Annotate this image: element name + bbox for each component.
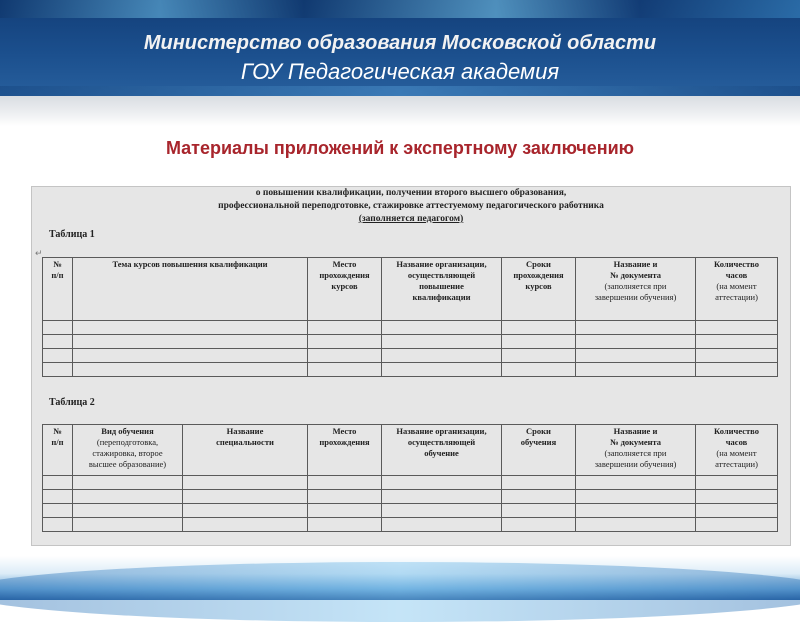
table1-col-title: № п/п [51, 259, 64, 280]
table2-col-title: Сроки обучения [520, 426, 557, 447]
table-cell [73, 518, 183, 532]
table1-col-note: (заполняется при завершении обучения) [594, 281, 677, 302]
table2-col-header [382, 425, 502, 476]
table-cell [73, 490, 183, 504]
table-cell [502, 349, 576, 363]
table2-col-header [308, 425, 382, 476]
table-cell [73, 321, 308, 335]
table1-col-title: Название и № документа [609, 259, 662, 280]
table2-col-header [73, 425, 183, 476]
table-row [43, 504, 778, 518]
table-cell [73, 335, 308, 349]
table-cell [696, 504, 778, 518]
table-cell [308, 476, 382, 490]
table2-col-header [183, 425, 308, 476]
table-cell [183, 490, 308, 504]
table-cell [308, 349, 382, 363]
table1-col-header [382, 258, 502, 321]
table2-header-row [43, 425, 778, 476]
document-scan [31, 186, 791, 546]
table-cell [43, 335, 73, 349]
table-cell [576, 518, 696, 532]
table-cell [696, 490, 778, 504]
ministry-title: Министерство образования Московской области [143, 32, 657, 54]
table-cell [576, 349, 696, 363]
table-cell [502, 504, 576, 518]
table-cell [696, 321, 778, 335]
table1-col-title: Тема курсов повышения квалификации [112, 259, 268, 269]
table1-col-title: Название организации, осуществляющей повышение квалификации [396, 259, 487, 302]
table-cell [502, 363, 576, 377]
table2-col-title: Вид обучения [101, 426, 154, 436]
table-cell [43, 476, 73, 490]
table-cell [382, 490, 502, 504]
table2-col-title: № п/п [51, 426, 64, 447]
table2 [42, 424, 778, 532]
table2-col-title: Место прохождения [319, 426, 370, 447]
table-cell [308, 518, 382, 532]
table-cell [576, 363, 696, 377]
table-cell [382, 504, 502, 518]
table-cell [576, 335, 696, 349]
table2-col-title: Количество часов [714, 426, 759, 447]
table-cell [382, 321, 502, 335]
table-cell [696, 363, 778, 377]
table1-label: Таблица 1 [49, 229, 95, 240]
table-row [43, 363, 778, 377]
table-cell [382, 363, 502, 377]
doc-heading-line1: о повышении квалификации, получении второго высшего образования, [255, 188, 567, 198]
table1-col-title: Место прохождения курсов [319, 259, 370, 291]
table-cell [382, 476, 502, 490]
table1-col-header [73, 258, 308, 321]
table-cell [73, 349, 308, 363]
table-cell [308, 335, 382, 349]
table-row [43, 349, 778, 363]
table-cell [43, 518, 73, 532]
doc-heading-line3: (заполняется педагогом) [358, 214, 464, 224]
table2-col-note: (переподготовка, стажировка, второе высшее образование) [88, 437, 167, 469]
table-cell [43, 363, 73, 377]
table-cell [183, 518, 308, 532]
table-cell [576, 504, 696, 518]
table-row [43, 335, 778, 349]
table-cell [576, 321, 696, 335]
slide-subtitle: Материалы приложений к экспертному заключению [165, 138, 635, 158]
table-row [43, 490, 778, 504]
table-cell [43, 490, 73, 504]
table-cell [73, 504, 183, 518]
paragraph-mark: ↵ [35, 248, 43, 258]
table2-col-header [576, 425, 696, 476]
table1-header-row [43, 258, 778, 321]
table2-label: Таблица 2 [49, 397, 95, 408]
table-cell [502, 476, 576, 490]
table1-col-header [308, 258, 382, 321]
table2-col-header [502, 425, 576, 476]
table2-col-note: (заполняется при завершении обучения) [594, 448, 677, 469]
table2-col-title: Название специальности [216, 426, 274, 447]
doc-heading-line2: профессиональной переподготовке, стажировке аттестуемому педагогического работника [218, 201, 604, 211]
table-cell [382, 349, 502, 363]
table1-col-note: (на момент аттестации) [715, 281, 758, 302]
table1-col-header [502, 258, 576, 321]
table-cell [502, 321, 576, 335]
table-cell [576, 476, 696, 490]
table-cell [696, 476, 778, 490]
table-cell [382, 518, 502, 532]
table2-col-note: (на момент аттестации) [715, 448, 758, 469]
table1-col-header [576, 258, 696, 321]
table-cell [183, 504, 308, 518]
table-cell [73, 363, 308, 377]
table-cell [576, 490, 696, 504]
table-cell [43, 321, 73, 335]
footer-decoration [0, 556, 800, 600]
table-cell [502, 518, 576, 532]
table-cell [308, 504, 382, 518]
table-row [43, 476, 778, 490]
table2-col-title: Название и № документа [609, 426, 662, 447]
table-cell [73, 476, 183, 490]
table-cell [502, 335, 576, 349]
table-cell [308, 363, 382, 377]
table-cell [183, 476, 308, 490]
doc-heading-line3-wrap [32, 213, 790, 225]
table-cell [308, 490, 382, 504]
table-cell [696, 518, 778, 532]
table-cell [696, 335, 778, 349]
slide-header [0, 0, 800, 96]
table2-col-title: Название организации, осуществляющей обучение [396, 426, 487, 458]
table-cell [43, 504, 73, 518]
table1-col-header [696, 258, 778, 321]
table-cell [696, 349, 778, 363]
table-row [43, 518, 778, 532]
table-cell [502, 490, 576, 504]
table1-col-title: Количество часов [714, 259, 759, 280]
table-cell [43, 349, 73, 363]
academy-title: ГОУ Педагогическая академия [240, 59, 560, 84]
header-band [0, 96, 800, 126]
table2-col-header [696, 425, 778, 476]
table1-col-header [43, 258, 73, 321]
table1-col-title: Сроки прохождения курсов [513, 259, 564, 291]
table2-col-header [43, 425, 73, 476]
table-cell [308, 321, 382, 335]
table-cell [382, 335, 502, 349]
table-row [43, 321, 778, 335]
table1 [42, 257, 778, 377]
